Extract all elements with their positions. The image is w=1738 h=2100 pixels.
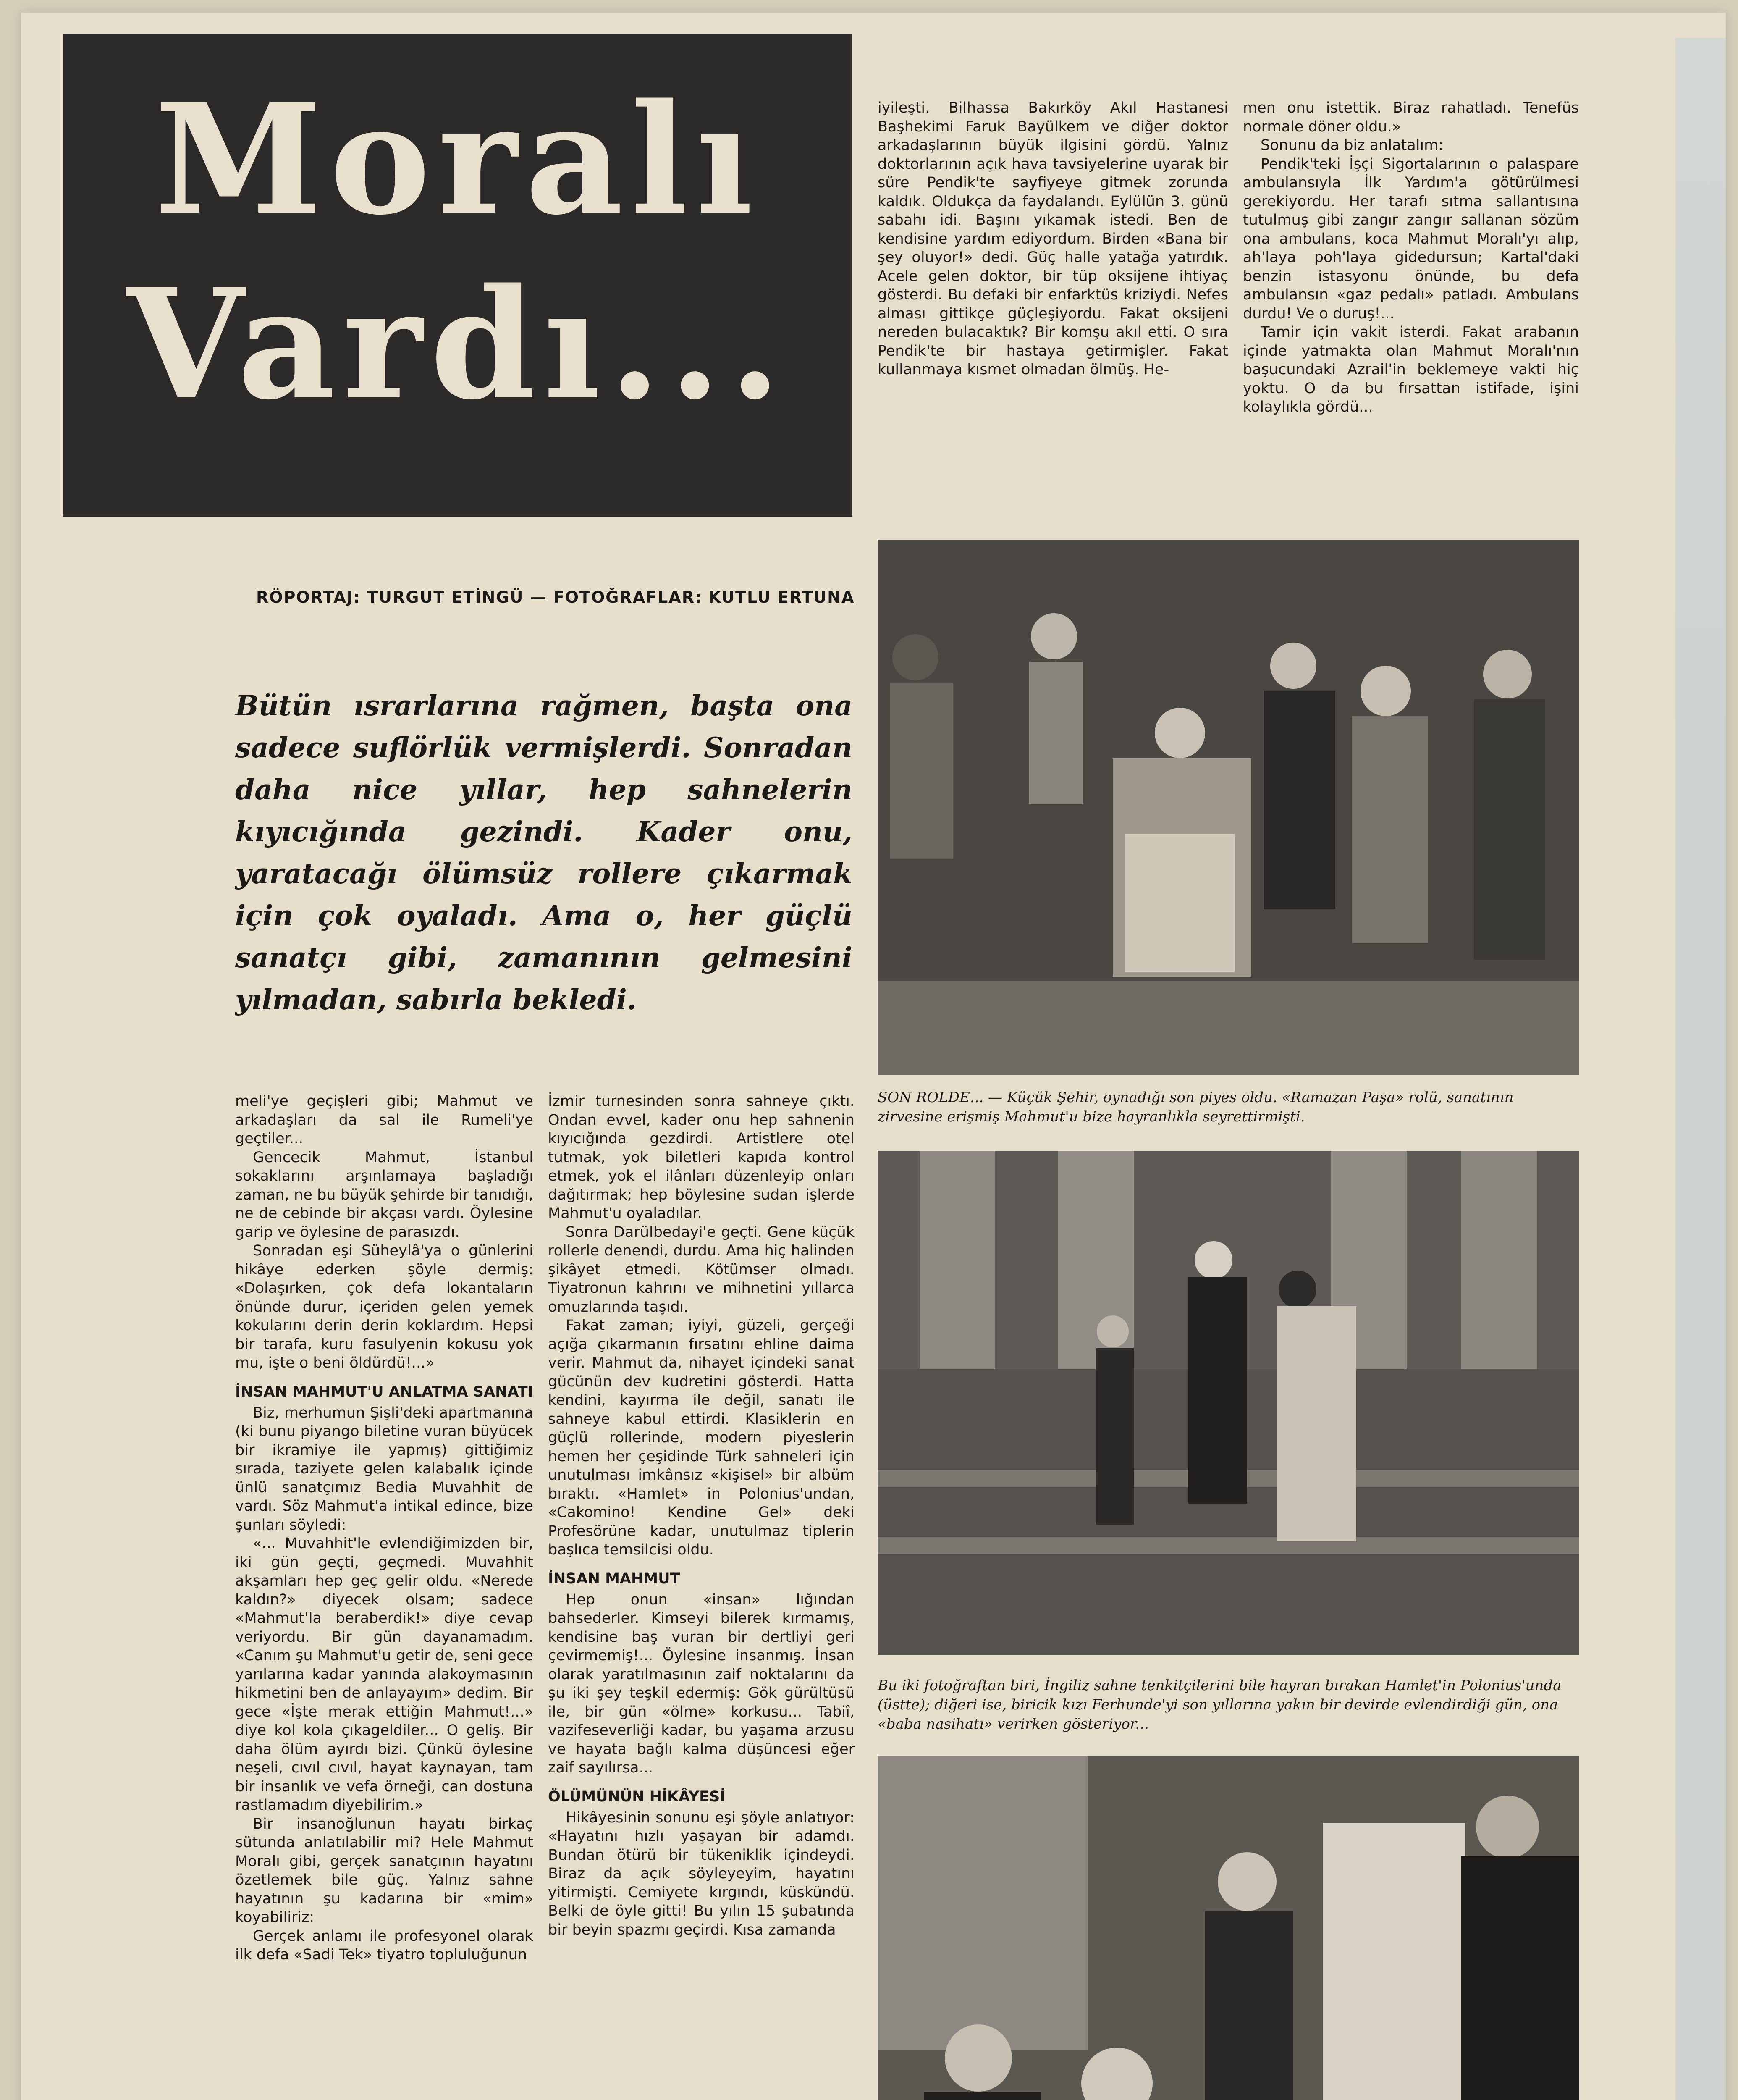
adjacent-page-edge [1675,38,1726,2100]
lead-paragraph: Bütün ısrarlarına rağmen, başta ona sadece suflörlük vermişlerdi. Sonradan daha nice yıllar, hep sahnelerin kıyıcığında gezindi. Kader onu, yaratacağı ölümsüz rollere çıkarmak için çok oyaladı. Ama o, her güçlü sanatçı gibi, zamanının gelmesini yılmadan, sabırla bekledi. [235,689,852,1016]
paragraph: Biz, merhumun Şişli'deki apartmanına (ki bunu piyango biletine vuran büyücek bir ikramiye ile yapmış) gittiğimiz sırada, taziyete gelen kalabalık içinde ünlü sanatçımız Bedia Muvahhit de vardı. Söz Mahmut'a intikal edince, bize şunları söyledi: [235,1404,533,1533]
section-heading: İNSAN MAHMUT [548,1570,680,1587]
magazine-page [21,13,1726,2100]
paragraph: İzmir turnesinden sonra sahneye çıktı. Ondan evvel, kader onu hep sahnenin kıyıcığında gezdirdi. Artistlere otel tutmak, yok biletleri kapıda kontrol etmek, yok el ilânları düzenleyip onları dağıtırmak; hep böylesine sudan işlerde Mahmut'u oyaladılar. [548,1093,855,1222]
paragraph: Fakat zaman; iyiyi, güzeli, gerçeği açığa çıkarmanın fırsatını ehline daima verir. Mahmut da, nihayet içindeki sanat gücünün dev kudretini gösterdi. Hatta kendini, kayırma ile değil, sanatı ile sahneye kabul ettirdi. Klasiklerin en güçlü rollerinde, modern piyeslerin hemen her çeşidinde Türk sahneleri için unutulması imkânsız «kişisel» bir albüm bıraktı. «Hamlet» in Polonius'undan, «Cakomino! Kendine Gel» deki Profesörüne kadar, unutulmaz tiplerin başlıca temsilcisi oldu. [548,1317,855,1558]
photo-caption: SON ROLDE... — Küçük Şehir, oynadığı son piyes oldu. «Ramazan Paşa» rolü, sanatının zirvesine erişmiş Mahmut'u bize hayranlıkla seyrettirmişti. [878,1089,1514,1125]
photo-caption: Bu iki fotoğraftan biri, İngiliz sahne tenkitçilerini bile hayran bırakan Hamlet'in Polonius'unda (üstte); diğeri ise, biricik kızı Ferhunde'yi son yıllarına yakın bir devirde evlendirdiği gün, ona «baba nasihatı» verirken gösteriyor... [878,1677,1562,1732]
photo-hamlet-scene [878,1151,1579,1655]
photo-wedding-scene [878,1756,1579,2100]
paragraph: Tamir için vakit isterdi. Fakat arabanın içinde yatmakta olan Mahmut Moralı'nın başucundaki Azrail'in beklemeye vakti hiç yoktu. O da bu fırsattan istifade, işini kolaylıkla gördü... [1243,324,1579,415]
title-line-2: Vardı... [126,255,789,433]
paragraph: meli'ye geçişleri gibi; Mahmut ve arkadaşları da sal ile Rumeli'ye geçtiler... [235,1093,533,1147]
section-heading: İNSAN MAHMUT'U ANLATMA SANATI [235,1383,533,1400]
title-line-1: Moralı [155,71,761,248]
column-2 [548,1092,855,1939]
column-4 [1243,99,1579,417]
paragraph: men onu istettik. Biraz rahatladı. Tenefüs normale döner oldu.» [1243,100,1579,135]
byline: RÖPORTAJ: TURGUT ETİNGÜ — FOTOĞRAFLAR: KUTLU ERTUNA [256,588,855,606]
section-heading: ÖLÜMÜNÜN HİKÂYESİ [548,1788,726,1805]
photo-stage-scene [878,540,1579,1075]
title-block [63,34,852,517]
column-3 [878,99,1228,379]
paragraph: Sonra Darülbedayi'e geçti. Gene küçük rollerle denendi, durdu. Ama hiç halinden şikâyet etmedi. Kötümser olmadı. Tiyatronun kahrını ve mihnetini yıllarca omuzlarında taşıdı. [548,1223,855,1315]
paragraph: iyileşti. Bilhassa Bakırköy Akıl Hastanesi Başhekimi Faruk Bayülkem ve diğer doktor arkadaşlarının büyük ilgisini gördü. Yalnız doktorlarının açık hava tavsiyelerine uyarak bir süre Pendik'te sayfiyeye gitmek zorunda kaldık. Oldukça da faydalandı. Eylülün 3. günü sabahı idi. Başını yıkamak istedi. Ben de kendisine yardım ediyordum. Birden «Bana bir şey oluyor!» dedi. Güç halle yatağa yatırdık. Acele gelen doktor, bir tüp oksijene ihtiyaç gösterdi. Bu defaki bir enfarktüs kriziydi. Nefes alması gittikçe güçleşiyordu. Fakat oksijeni nereden bulacaktık? Bir komşu akıl etti. O sıra Pendik'te bir hastaya getirmişler. Fakat kullanmaya kısmet olmadan ölmüş. He- [878,100,1228,378]
paragraph: Pendik'teki İşçi Sigortalarının o palaspare ambulansıyla İlk Yardım'a götürülmesi gerekiyordu. Her tarafı sıtma sallantısına tutulmuş gibi zangır zangır sallanan sözüm ona ambulans, koca Mahmut Moralı'yı alıp, ah'laya poh'laya gidedursun; Kartal'daki benzin istasyonu önünde, bu defa ambulansın «gaz pedalı» patladı. Ambulans durdu! Ve o duruş!... [1243,155,1579,322]
paragraph: Hikâyesinin sonunu eşi şöyle anlatıyor: «Hayatını hızlı yaşayan bir adamdı. Bundan ötürü bir tükeniklik içindeydi. Biraz da açık söyleyeyim, hayatını yitirmişti. Cemiyete kırgındı, küskündü. Belki de öyle gitti! Bu yılın 15 şubatında bir beyin spazmı geçirdi. Kısa zamanda [548,1809,855,1938]
column-1 [235,1092,533,1964]
paragraph: «... Muvahhit'le evlendiğimizden bir, iki gün geçti, geçmedi. Muvahhit akşamları hep geç gelir oldu. «Nerede kaldın?» diyecek olsam; sadece «Mahmut'la beraberdik!» diye cevap veriyordu. Bir gün dayanamadım. «Canım şu Mahmut'u getir de, seni gece yarılarına kadar yanında alakoymasının hikmetini ben de anlayayım» dedim. Bir gece «İşte merak ettiğin Mahmut!...» diye kol kola çıkageldiler... O geliş. Bir daha ölüm ayırdı bizi. Çünkü öylesine neşeli, cıvıl cıvıl, hayat kaynayan, tam bir insanlık ve vefa örneği, can dostuna rastlamadım diyebilirim.» [235,1535,533,1814]
paragraph: Gencecik Mahmut, İstanbul sokaklarını arşınlamaya başladığı zaman, ne bu büyük şehirde bir tanıdığı, ne de cebinde bir akçası vardı. Öylesine garip ve öylesine de parasızdı. [235,1149,533,1241]
paragraph: Gerçek anlamı ile profesyonel olarak ilk defa «Sadi Tek» tiyatro topluluğunun [235,1927,533,1963]
paragraph: Sonradan eşi Süheylâ'ya o günlerini hikâye ederken şöyle dermiş: «Dolaşırken, çok defa lokantaların önünde durur, içeriden gelen yemek kokularını derin derin koklardım. Hepsi bir tarafa, kuru fasulyenin kokusu yok mu, işte o beni öldürdü!...» [235,1242,533,1371]
paragraph: Sonunu da biz anlatalım: [1261,137,1444,154]
paragraph: Bir insanoğlunun hayatı birkaç sütunda anlatılabilir mi? Hele Mahmut Moralı gibi, gerçek sanatçının hayatını özetlemek bile güç. Yalnız sahne hayatının şu kadarına bir «mim» koyabiliriz: [235,1815,533,1926]
paragraph: Hep onun «insan» lığından bahsederler. Kimseyi bilerek kırmamış, kendisine baş vuran bir dertliyi geri çevirmemiş!... Öylesine insanmış. İnsan olarak yaratılmasının zaif noktalarını da şu iki şey teşkil edermiş: Gök gürültüsü ile, bir gün «ölme» korkusu... Tabiî, vazifeseverliği kadar, bu yaşama arzusu ve hayata bağlı kalma düşüncesi eğer zaif sayılırsa... [548,1591,855,1776]
